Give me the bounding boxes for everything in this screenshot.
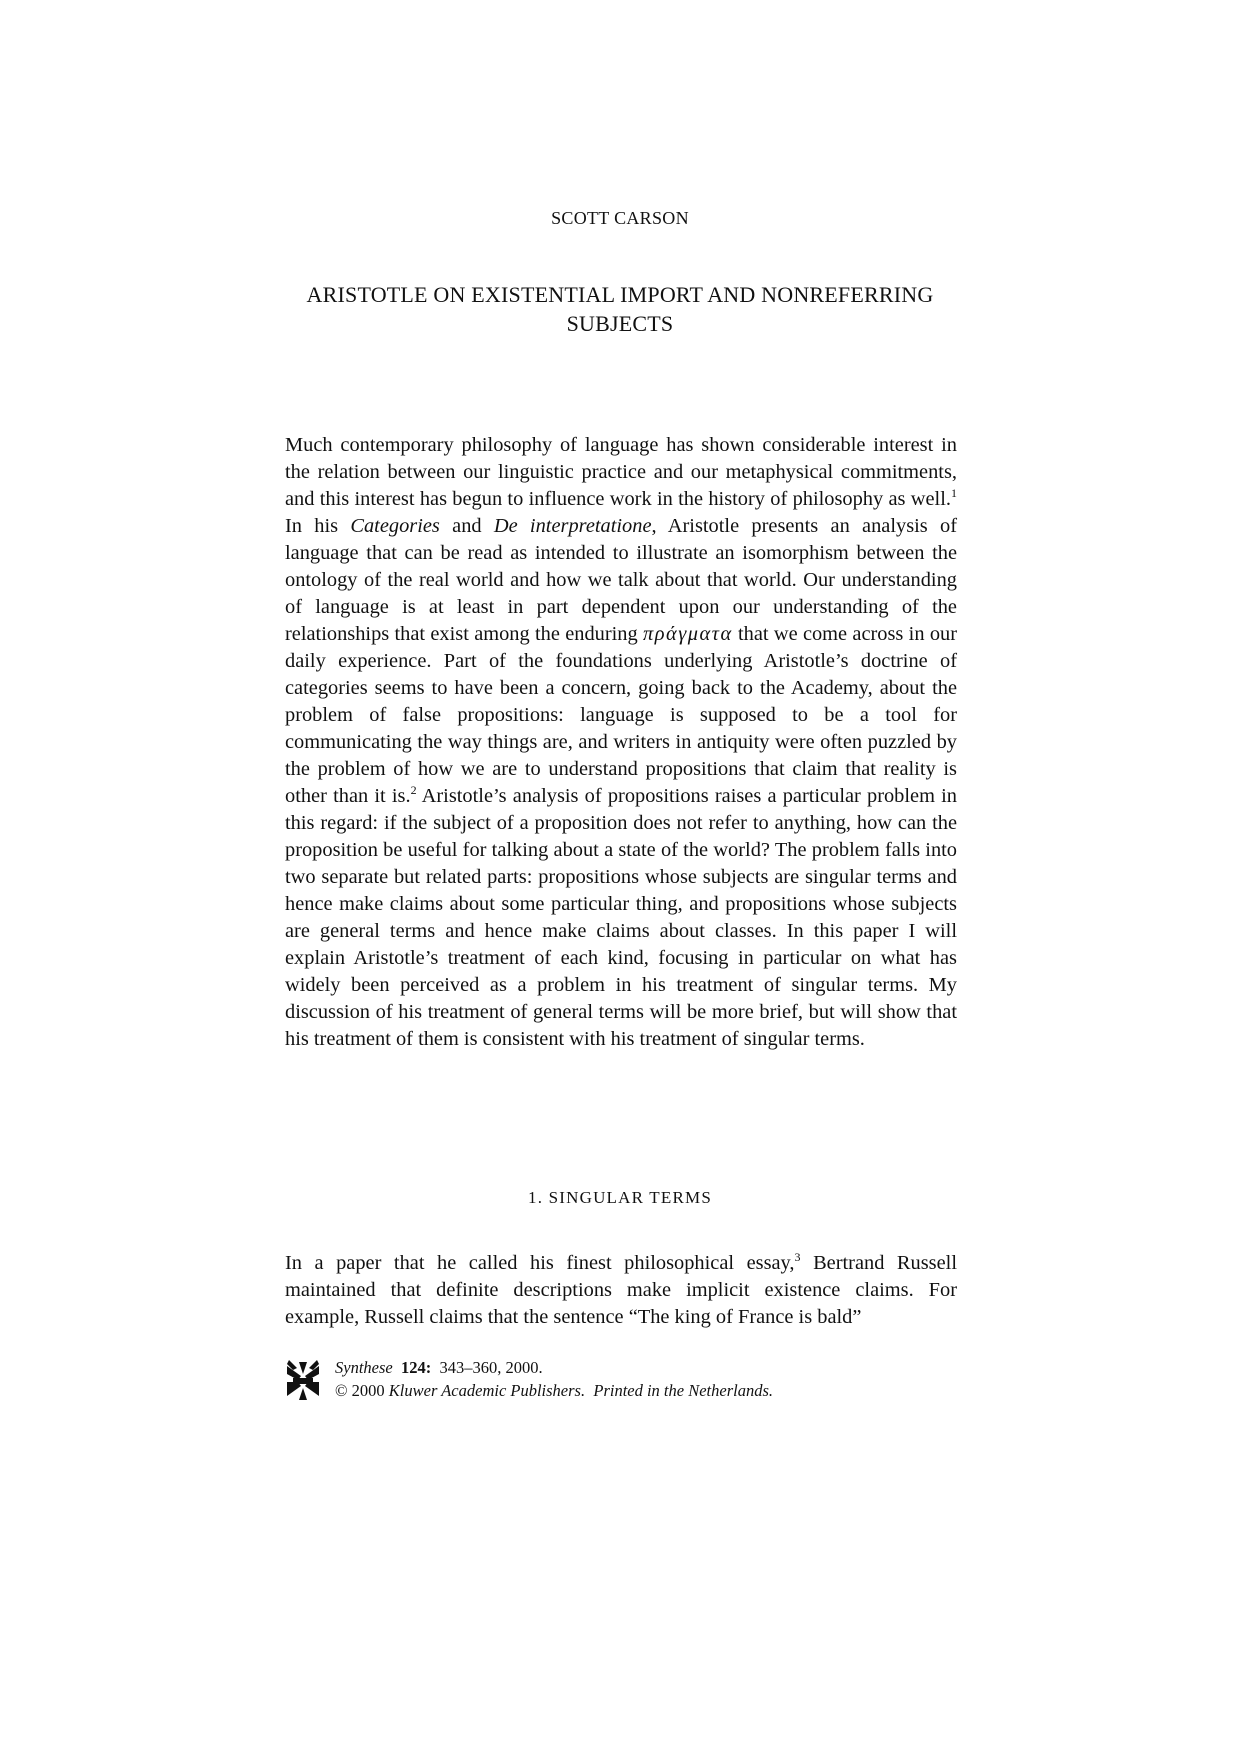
intro-text-5: that we come across in our daily experience. Part of the foundations underlying Aristotle’s doctrine of categories seems to have been a concern, going back to the Academy, about the problem of false propositions: language is supposed to be a tool for communicating the way things are, and writers in antiquity were often puzzled by the problem of how we are to understand propositions that claim that reality is other than it is. [285,623,957,807]
intro-text-4: , Aristotle presents an analysis of language that can be read as intended to illustrate an isomorphism between the ontology of the real world and how we talk about that world. Our understanding of language is at least in part dependent upon our understanding of the relationships that exist among the enduring [285,515,958,645]
publisher-logo-icon [285,1360,321,1402]
footnote-ref-3[interactable]: 3 [794,1250,801,1264]
footer-text [335,1356,773,1402]
publisher-name: Kluwer Academic Publishers. [388,1381,586,1400]
section-heading-singular-terms: 1. SINGULAR TERMS [528,1188,712,1207]
footnote-ref-2[interactable]: 2 [410,783,417,797]
intro-text-2: In his [285,515,351,537]
footnote-ref-1[interactable]: 1 [951,486,957,500]
copyright-year: © 2000 [335,1381,385,1400]
intro-text-6: Aristotle’s analysis of propositions raises a particular problem in this regard: if the subject of a proposition does not refer to anything, how can the proposition be useful for talking about a state of the world? The problem falls into two separate but related parts: propositions whose subjects are singular terms and hence make claims about some particular thing, and propositions whose subjects are general terms and hence make claims about classes. In this paper I will explain Aristotle’s treatment of each kind, focusing in particular on what has widely been perceived as a problem in his treatment of singular terms. My discussion of his treatment of general terms will be more brief, but will show that his treatment of them is consistent with his treatment of singular terms. [285,785,958,1050]
publication-footer [285,1356,985,1406]
work-title-de-interpretatione: De interpretatione [493,515,652,537]
journal-pages: 343–360, 2000. [439,1358,543,1377]
journal-volume: 124: [400,1358,432,1377]
citation-line [335,1356,773,1379]
journal-name: Synthese [335,1358,393,1377]
copyright-line [335,1379,773,1402]
article-title [240,280,1000,338]
greek-word: πράγματα [643,623,733,645]
section1-text-1: In a paper that he called his finest philosophical essay, [285,1252,795,1274]
section1-paragraph [285,1250,957,1331]
title-line-1: ARISTOTLE ON EXISTENTIAL IMPORT AND NONREFERRING [306,282,934,307]
intro-text-3: and [439,515,494,537]
intro-text-1: Much contemporary philosophy of language has shown considerable interest in the relation between our linguistic practice and our metaphysical commitments, and this interest has begun to influence work in the history of philosophy as well. [285,434,957,510]
section1-text-2: Bertrand Russell maintained that definite descriptions make implicit existence claims. For example, Russell claims that the sentence “The king of France is bald” [285,1252,957,1328]
intro-paragraph [285,432,957,1053]
printed-in: Printed in the Netherlands. [593,1381,774,1400]
work-title-categories: Categories [350,515,440,537]
title-line-2: SUBJECTS [566,311,674,336]
author-name: SCOTT CARSON [551,208,689,228]
